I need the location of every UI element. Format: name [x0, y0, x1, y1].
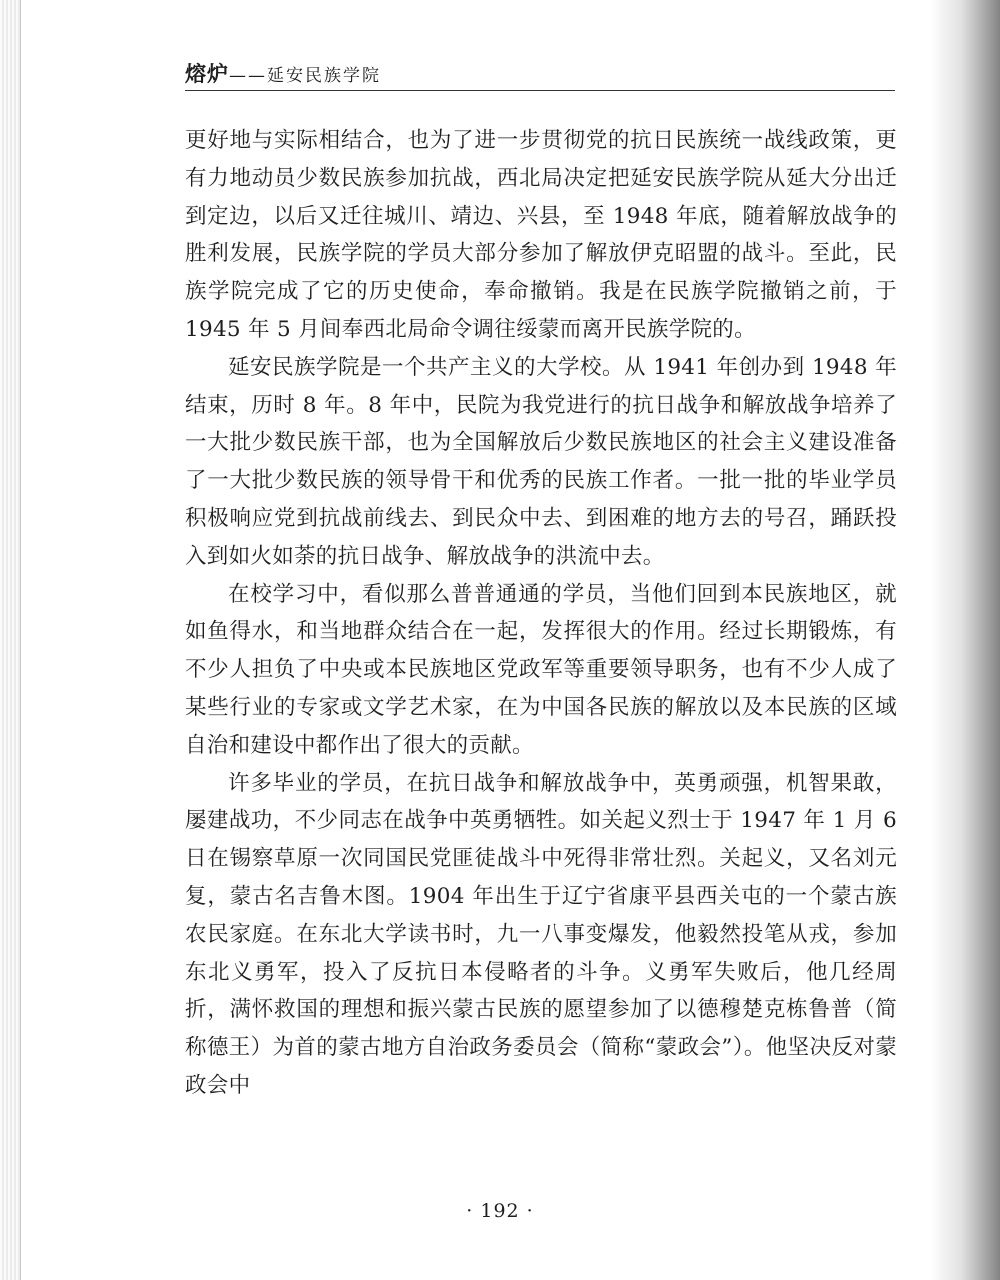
running-header [185, 56, 895, 91]
page-edge-decoration [0, 0, 21, 1280]
paragraph-3: 在校学习中，看似那么普普通通的学员，当他们回到本民族地区，就如鱼得水，和当地群众结合在一起，发挥很大的作用。经过长期锻炼，有不少人担负了中央或本民族地区党政军等重要领导职务，也有不少人成了某些行业的专家或文学艺术家，在为中国各民族的解放以及本民族的区域自治和建设中都作出了很大的贡献。 [185, 581, 897, 758]
page-body [185, 122, 897, 1105]
paragraph-2: 延安民族学院是一个共产主义的大学校。从 1941 年创办到 1948 年结束，历时 8 年。8 年中，民院为我党进行的抗日战争和解放战争培养了一大批少数民族干部，也为全国解放后少数民族地区的社会主义建设准备了一大批少数民族的领导骨干和优秀的民族工作者。一批一批的毕业学员积极响应党到抗战前线去、到民众中去、到困难的地方去的号召，踊跃投入到如火如荼的抗日战争、解放战争的洪流中去。 [185, 354, 897, 569]
paragraph-4: 许多毕业的学员，在抗日战争和解放战争中，英勇顽强，机智果敢，屡建战功，不少同志在战争中英勇牺牲。如关起义烈士于 1947 年 1 月 6 日在锡察草原一次同国民党匪徒战斗中死得非常壮烈。关起义，又名刘元复，蒙古名吉鲁木图。1904 年出生于辽宁省康平县西关屯的一个蒙古族农民家庭。在东北大学读书时，九一八事变爆发，他毅然投笔从戎，参加东北义勇军，投入了反抗日本侵略者的斗争。义勇军失败后，他几经周折，满怀救国的理想和振兴蒙古民族的愿望参加了以德穆楚克栋鲁普（简称德王）为首的蒙古地方自治政务委员会（简称“蒙政会”）。他坚决反对蒙政会中 [185, 770, 897, 1098]
header-title-line [185, 58, 381, 88]
book-subtitle: ——延安民族学院 [229, 66, 381, 86]
page-number: · 192 · [466, 1200, 534, 1222]
binding-shadow [930, 0, 1000, 1280]
paragraph-1: 更好地与实际相结合，也为了进一步贯彻党的抗日民族统一战线政策，更有力地动员少数民族参加抗战，西北局决定把延安民族学院从延大分出迁到定边，以后又迁往城川、靖边、兴县，至 1948 年底，随着解放战争的胜利发展，民族学院的学员大部分参加了解放伊克昭盟的战斗。至此，民族学院完成了它的历史使命，奉命撤销。我是在民族学院撤销之前，于 1945 年 5 月间奉西北局命令调往绥蒙而离开民族学院的。 [185, 128, 897, 342]
book-title: 熔炉 [185, 62, 229, 86]
